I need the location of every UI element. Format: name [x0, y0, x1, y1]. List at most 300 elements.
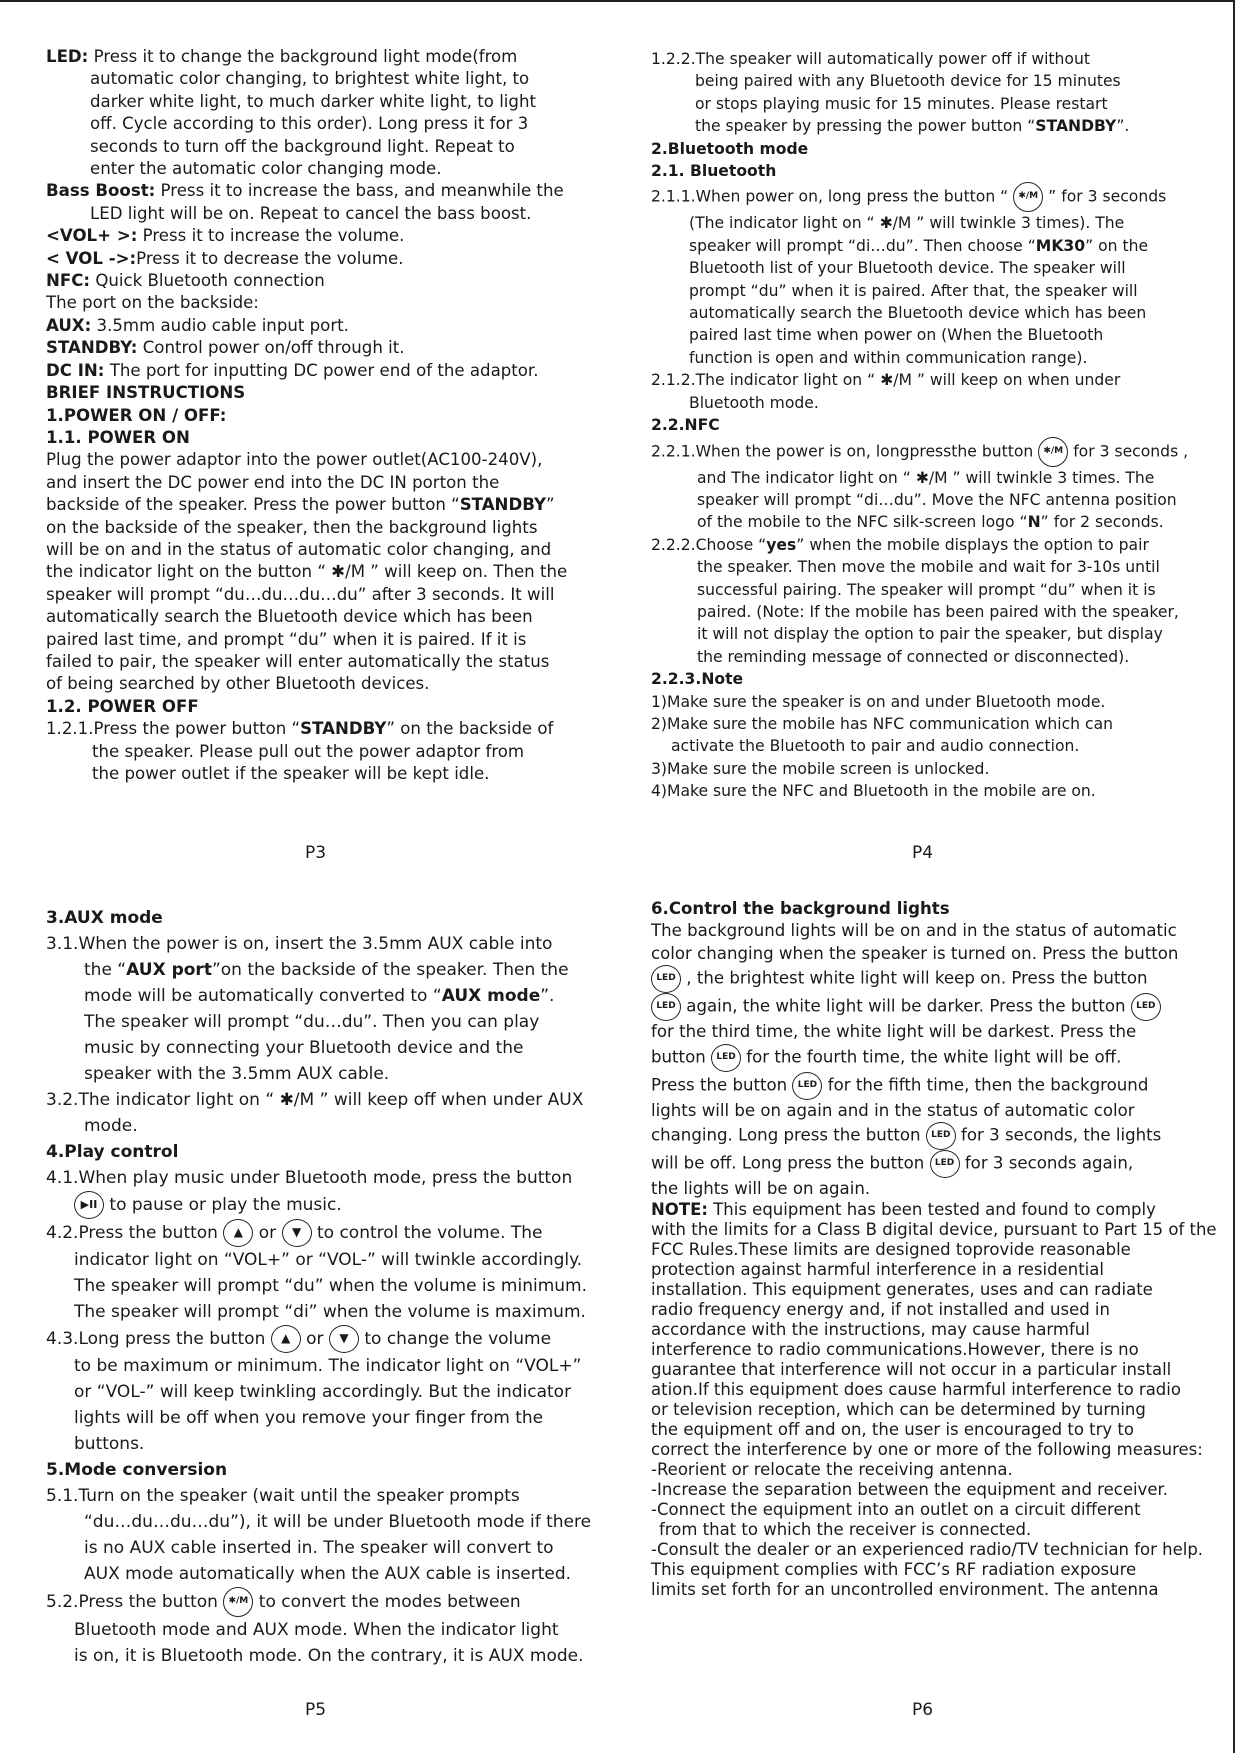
text-run: paired last time when power on (When the Bluetooth: [689, 326, 1104, 345]
text-run: LED light will be on. Repeat to cancel the bass boost.: [90, 203, 532, 223]
text-run: FCC Rules.These limits are designed toprovide reasonable: [651, 1240, 1131, 1260]
bold-text: Bass Boost:: [46, 181, 156, 201]
bold-text: 4.Play control: [46, 1142, 179, 1162]
p3-line: [46, 629, 594, 651]
p6-line: [651, 1122, 1211, 1150]
bold-text: NOTE:: [651, 1200, 708, 1220]
text-run: 3.5mm audio cable input port.: [91, 315, 349, 335]
bold-text: 5.Mode conversion: [46, 1460, 228, 1480]
text-run: 3.2.The indicator light on “ ✱/M ” will keep off when under AUX: [46, 1090, 584, 1110]
text-run: speaker with the 3.5mm AUX cable.: [84, 1064, 390, 1084]
text-run: This equipment has been tested and found to comply: [707, 1200, 1156, 1220]
text-run: automatic color changing, to brightest white light, to: [90, 69, 530, 89]
bold-text: 3.AUX mode: [46, 908, 163, 928]
text-run: -Connect the equipment into an outlet on a circuit different: [651, 1500, 1141, 1520]
text-run: ” on the backside of: [386, 719, 554, 739]
p3-line: [46, 651, 594, 673]
text-run: the speaker. Please pull out the power adaptor from: [92, 741, 525, 761]
text-run: 2.1.1.When power on, long press the button “: [651, 187, 1014, 206]
p5-line: [46, 931, 594, 957]
text-run: lights will be on again and in the status of automatic color: [651, 1100, 1135, 1120]
p6-line: [651, 965, 1211, 993]
text-run: 4)Make sure the NFC and Bluetooth in the mobile are on.: [651, 782, 1096, 801]
p4-line: [651, 369, 1211, 391]
p6-line: [651, 1150, 1211, 1178]
p4-line: [651, 324, 1211, 346]
p5-line: [46, 1035, 594, 1061]
text-run: to control the volume. The: [311, 1223, 543, 1243]
p6-note-line: [651, 1560, 1211, 1580]
p4-line: [651, 534, 1211, 556]
p5-line: [46, 1139, 594, 1165]
text-run: automatically search the Bluetooth device which has been: [46, 607, 533, 627]
text-run: buttons.: [74, 1434, 145, 1454]
p3-line: [46, 673, 594, 695]
text-run: mode will be automatically converted to “: [84, 986, 442, 1006]
p3-line: [46, 113, 594, 135]
p3-line: [46, 472, 594, 494]
text-run: protection against harmful interference in a residential: [651, 1260, 1104, 1280]
text-run: This equipment complies with FCC’s RF radiation exposure: [651, 1560, 1137, 1580]
text-run: (The indicator light on “ ✱/M ” will twinkle 3 times). The: [689, 214, 1125, 233]
bold-text: 2.2.3.Note: [651, 670, 744, 689]
text-run: installation. This equipment generates, uses and can radiate: [651, 1280, 1153, 1300]
text-run: the equipment off and on, the user is encouraged to try to: [651, 1420, 1134, 1440]
text-run: 5.2.Press the button: [46, 1592, 224, 1612]
text-run: backside of the speaker. Press the power button “: [46, 495, 460, 515]
p4-line: [651, 623, 1211, 645]
p5-line: [46, 1617, 594, 1643]
text-run: 2)Make sure the mobile has NFC communication which can: [651, 714, 1114, 733]
p6-line: [651, 1021, 1211, 1043]
volume-up-icon: ▲: [271, 1325, 301, 1353]
text-run: mode.: [84, 1116, 138, 1136]
text-run: the reminding message of connected or disconnected).: [697, 647, 1130, 666]
text-run: to pause or play the music.: [104, 1195, 342, 1215]
bold-text: AUX mode: [441, 986, 541, 1006]
text-run: to convert the modes between: [253, 1592, 521, 1612]
p4-line: [651, 511, 1211, 533]
bold-text: <VOL+ >:: [46, 226, 138, 246]
text-run: for the fourth time, the white light will be off.: [741, 1047, 1122, 1067]
p4-line: [651, 48, 1211, 70]
text-run: 4.2.Press the button: [46, 1223, 224, 1243]
led-button-icon: LED: [792, 1072, 822, 1100]
p4-line: [651, 392, 1211, 414]
text-run: The speaker will prompt “du…du”. Then you can play: [84, 1012, 540, 1032]
text-run: to change the volume: [358, 1329, 552, 1349]
p6-note-line: [651, 1480, 1211, 1500]
p5-line: [46, 1587, 594, 1617]
p4-line: [651, 780, 1211, 802]
text-run: 5.1.Turn on the speaker (wait until the speaker prompts: [46, 1486, 520, 1506]
p4-line: [651, 414, 1211, 436]
text-run: again, the white light will be darker. Press the button: [681, 996, 1131, 1016]
text-run: and The indicator light on “ ✱/M ” will twinkle 3 times. The: [697, 468, 1155, 487]
bold-text: STANDBY: [459, 495, 546, 515]
bold-text: STANDBY:: [46, 338, 138, 358]
text-run: The port for inputting DC power end of the adaptor.: [104, 360, 539, 380]
p6-note-line: [651, 1300, 1211, 1320]
p6-note-line: [651, 1500, 1211, 1520]
p6-line: [651, 1044, 1211, 1072]
p6-note-line: [651, 1580, 1211, 1600]
p5-line: [46, 1219, 594, 1247]
bold-text: 2.1. Bluetooth: [651, 162, 777, 181]
p6-note-line: [651, 1340, 1211, 1360]
p4-line: [651, 235, 1211, 257]
p4-line: [651, 646, 1211, 668]
text-run: the lights will be on again.: [651, 1179, 871, 1199]
text-run: of being searched by other Bluetooth devices.: [46, 674, 430, 694]
p4-line: [651, 93, 1211, 115]
p6-note-line: [651, 1240, 1211, 1260]
text-run: or: [300, 1329, 329, 1349]
text-run: The background lights will be on and in the status of automatic: [651, 921, 1177, 941]
text-run: interference to radio communications.However, there is no: [651, 1340, 1139, 1360]
bluetooth-mode-button-icon: ✱/M: [1038, 437, 1068, 467]
bold-text: 1.2. POWER OFF: [46, 696, 199, 716]
p3-line: [46, 449, 594, 471]
p4-line: [651, 437, 1211, 467]
page-p6: [651, 898, 1217, 1600]
p3-line: [46, 382, 594, 404]
p4-line: [651, 257, 1211, 279]
play-pause-icon: ▶II: [74, 1191, 104, 1219]
p6-line: [651, 1072, 1211, 1100]
bold-text: AUX:: [46, 315, 92, 335]
p3-line: [46, 763, 594, 785]
p6-note-line: [651, 1360, 1211, 1380]
bold-text: yes: [766, 535, 797, 554]
p5-line: [46, 905, 594, 931]
p3-line: [46, 68, 594, 90]
p4-line: [651, 212, 1211, 234]
text-run: is no AUX cable inserted in. The speaker will convert to: [84, 1538, 554, 1558]
text-run: or television reception, which can be determined by turning: [651, 1400, 1146, 1420]
text-run: ” on the: [1085, 236, 1149, 255]
text-run: on the backside of the speaker, then the background lights: [46, 517, 538, 537]
p4-line: [651, 115, 1211, 137]
text-run: the power outlet if the speaker will be kept idle.: [92, 764, 490, 783]
text-run: The port on the backside:: [46, 293, 259, 313]
text-run: -Reorient or relocate the receiving antenna.: [651, 1460, 1013, 1480]
p4-line: [651, 735, 1211, 757]
text-run: Press it to change the background light mode(from: [88, 47, 518, 66]
bluetooth-mode-button-icon: ✱/M: [223, 1587, 253, 1617]
p6-note-line: [651, 1440, 1211, 1460]
text-run: Press it to increase the volume.: [137, 226, 405, 246]
page-number-p3: P3: [305, 843, 327, 863]
text-run: activate the Bluetooth to pair and audio connection.: [671, 737, 1080, 756]
p4-line: [651, 691, 1211, 713]
p6-line: [651, 993, 1211, 1021]
p3-line: [46, 561, 594, 583]
p6-line: [651, 1100, 1211, 1122]
p3-line: [46, 225, 594, 247]
text-run: the “: [84, 960, 127, 980]
text-run: for 3 seconds ,: [1068, 442, 1189, 460]
text-run: 2.2.2.Choose “: [651, 535, 767, 554]
text-run: 1.2.2.The speaker will automatically power off if without: [651, 50, 1090, 68]
p3-line: [46, 718, 594, 740]
text-run: speaker will prompt “di…du”. Then choose “: [689, 236, 1036, 255]
text-run: enter the automatic color changing mode.: [90, 159, 442, 179]
p5-line: [46, 1009, 594, 1035]
p4-line: [651, 668, 1211, 690]
p3-line: [46, 517, 594, 539]
text-run: speaker will prompt “di…du”. Move the NFC antenna position: [697, 490, 1177, 509]
bold-text: NFC:: [46, 271, 91, 291]
volume-down-icon: ▼: [329, 1325, 359, 1353]
text-run: Bluetooth list of your Bluetooth device. The speaker will: [689, 259, 1126, 278]
text-run: darker white light, to much darker white light, to light: [90, 91, 536, 111]
p3-line: [46, 136, 594, 158]
text-run: seconds to turn off the background light. Repeat to: [90, 136, 515, 156]
p3-line: [46, 494, 594, 516]
text-run: 3)Make sure the mobile screen is unlocked.: [651, 759, 990, 778]
section-heading: 6.Control the background lights: [651, 899, 950, 918]
text-run: 3.1.When the power is on, insert the 3.5mm AUX cable into: [46, 934, 553, 954]
p4-line: [651, 302, 1211, 324]
text-run: will be off. Long press the button: [651, 1153, 930, 1173]
bold-text: < VOL ->:: [46, 248, 137, 268]
bold-text: DC IN:: [46, 360, 105, 380]
text-run: Bluetooth mode.: [689, 393, 819, 412]
text-run: failed to pair, the speaker will enter automatically the status: [46, 651, 550, 671]
text-run: for the third time, the white light will be darkest. Press the: [651, 1022, 1137, 1042]
p4-line: [651, 138, 1211, 160]
p3-line: [46, 360, 594, 382]
led-button-icon: LED: [711, 1044, 741, 1072]
p5-line: [46, 1535, 594, 1561]
p5-line: [46, 1457, 594, 1483]
p4-line: [651, 160, 1211, 182]
p6-note-line: [651, 1460, 1211, 1480]
p6-note-line: [651, 1280, 1211, 1300]
text-run: accordance with the instructions, may cause harmful: [651, 1320, 1090, 1340]
text-run: function is open and within communication range).: [689, 348, 1088, 367]
p6-note-line: [651, 1200, 1211, 1220]
text-run: paired. (Note: If the mobile has been paired with the speaker,: [697, 602, 1179, 621]
text-run: ation.If this equipment does cause harmful interference to radio: [651, 1380, 1181, 1400]
bold-text: BRIEF INSTRUCTIONS: [46, 383, 246, 403]
p6-note-line: [651, 1400, 1211, 1420]
text-run: The speaker will prompt “du” when the volume is minimum.: [74, 1276, 587, 1296]
p4-line: [651, 467, 1211, 489]
text-run: -Increase the separation between the equipment and receiver.: [651, 1480, 1168, 1500]
bold-text: 1.POWER ON / OFF:: [46, 405, 227, 425]
p4-line: [651, 489, 1211, 511]
p5-line: [46, 1431, 594, 1457]
p6-note-line: [651, 1520, 1211, 1540]
p6-note-line: [651, 1220, 1217, 1240]
text-run: radio frequency energy and, if not installed and used in: [651, 1300, 1110, 1320]
page-p4: [651, 48, 1211, 803]
p5-line: [46, 1113, 594, 1139]
p6-line: [651, 920, 1211, 942]
led-button-icon: LED: [651, 965, 681, 993]
bluetooth-mode-button-icon: ✱/M: [1013, 182, 1043, 212]
text-run: Press it to decrease the volume.: [136, 248, 404, 268]
p6-note-line: [651, 1320, 1211, 1340]
text-run: limits set forth for an uncontrolled environment. The antenna: [651, 1580, 1159, 1600]
text-run: button: [651, 1047, 712, 1067]
text-run: to be maximum or minimum. The indicator light on “VOL+”: [74, 1356, 582, 1376]
bold-text: STANDBY: [1035, 117, 1117, 136]
p5-line: [46, 1273, 594, 1299]
p3-line: [46, 180, 594, 202]
text-run: Press the button: [651, 1075, 793, 1095]
p5-line: [46, 983, 594, 1009]
page-number-p5: P5: [305, 1700, 327, 1720]
text-run: prompt “du” when it is paired. After that, the speaker will: [689, 281, 1138, 300]
p3-line: [46, 696, 594, 718]
page-number-p4: P4: [912, 843, 934, 863]
text-run: and insert the DC power end into the DC IN porton the: [46, 472, 500, 492]
page-number-p6: P6: [912, 1700, 934, 1720]
text-run: color changing when the speaker is turned on. Press the button: [651, 943, 1179, 963]
text-run: changing. Long press the button: [651, 1125, 926, 1145]
bold-text: LED:: [46, 47, 89, 66]
text-run: 4.3.Long press the button: [46, 1329, 271, 1349]
text-run: for 3 seconds, the lights: [955, 1125, 1162, 1145]
text-run: lights will be off when you remove your finger from the: [74, 1408, 544, 1428]
bold-text: MK30: [1035, 236, 1086, 255]
text-run: Control power on/off through it.: [137, 338, 405, 358]
bold-text: 2.2.NFC: [651, 416, 720, 435]
p5-line: [46, 1325, 594, 1353]
p4-line: [651, 579, 1211, 601]
text-run: indicator light on “VOL+” or “VOL-” will twinkle accordingly.: [74, 1250, 583, 1270]
bold-text: AUX port: [126, 960, 212, 980]
led-button-icon: LED: [651, 993, 681, 1021]
text-run: 1)Make sure the speaker is on and under Bluetooth mode.: [651, 692, 1106, 711]
p3-line: [46, 292, 594, 314]
text-run: correct the interference by one or more of the following measures:: [651, 1440, 1203, 1460]
led-button-icon: LED: [926, 1122, 956, 1150]
text-run: guarantee that interference will not occur in a particular install: [651, 1360, 1172, 1380]
text-run: with the limits for a Class B digital device, pursuant to Part 15 of the: [651, 1220, 1217, 1240]
p3-line: [46, 405, 594, 427]
p4-line: [651, 713, 1211, 735]
text-run: AUX mode automatically when the AUX cable is inserted.: [84, 1564, 572, 1584]
text-run: ”.: [540, 986, 555, 1006]
page-p3: [46, 46, 594, 785]
p4-line: [651, 70, 1211, 92]
text-run: automatically search the Bluetooth device which has been: [689, 304, 1147, 323]
volume-up-icon: ▲: [223, 1219, 253, 1247]
page-border-top: [0, 0, 1235, 2]
p3-line: [46, 606, 594, 628]
p6-line: [651, 1178, 1211, 1200]
p6-line: [651, 943, 1211, 965]
p5-line: [46, 1509, 594, 1535]
text-run: ” when the mobile displays the option to pair: [796, 535, 1149, 554]
text-run: “du…du…du…du”), it will be under Bluetooth mode if there: [84, 1512, 592, 1532]
text-run: Plug the power adaptor into the power outlet(AC100-240V),: [46, 450, 543, 470]
text-run: it will not display the option to pair the speaker, but display: [697, 625, 1163, 644]
p4-line: [651, 347, 1211, 369]
text-run: or: [253, 1223, 282, 1243]
p3-line: [46, 270, 594, 292]
text-run: music by connecting your Bluetooth device and the: [84, 1038, 524, 1058]
text-run: -Consult the dealer or an experienced radio/TV technician for help.: [651, 1540, 1204, 1560]
p3-line: [46, 584, 594, 606]
p5-line: [46, 1247, 594, 1273]
text-run: or “VOL-” will keep twinkling accordingly. But the indicator: [74, 1382, 572, 1402]
text-run: off. Cycle according to this order). Long press it for 3: [90, 114, 529, 134]
text-run: successful pairing. The speaker will prompt “du” when it is: [697, 580, 1156, 599]
text-run: ”on the backside of the speaker. Then the: [211, 960, 569, 980]
p4-line: [651, 280, 1211, 302]
text-run: or stops playing music for 15 minutes. Please restart: [695, 94, 1108, 113]
page-p5: [46, 905, 594, 1669]
p3-line: [46, 46, 594, 68]
p5-line: [46, 1087, 594, 1113]
text-run: the speaker. Then move the mobile and wait for 3-10s until: [697, 558, 1160, 577]
p3-line: [46, 427, 594, 449]
text-run: 2.2.1.When the power is on, longpressthe button: [651, 442, 1039, 460]
led-button-icon: LED: [1131, 993, 1161, 1021]
text-run: will be on and in the status of automatic color changing, and: [46, 539, 552, 559]
text-run: ” for 2 seconds.: [1040, 513, 1164, 532]
p5-line: [46, 1165, 594, 1191]
p3-line: [46, 203, 594, 225]
text-run: 2.1.2.The indicator light on “ ✱/M ” will keep on when under: [651, 371, 1121, 390]
p5-line: [46, 1353, 594, 1379]
p3-line: [46, 741, 594, 763]
p6-note-line: [651, 1540, 1211, 1560]
p4-line: [651, 182, 1211, 212]
text-run: for the fifth time, then the background: [822, 1075, 1149, 1095]
text-run: the speaker by pressing the power button “: [695, 117, 1036, 136]
p5-line: [46, 1483, 594, 1509]
p5-line: [46, 1405, 594, 1431]
p5-line: [46, 1191, 594, 1219]
volume-down-icon: ▼: [282, 1219, 312, 1247]
p6-note-line: [651, 1420, 1211, 1440]
p4-line: [651, 758, 1211, 780]
bold-text: 2.Bluetooth mode: [651, 139, 809, 158]
text-run: , the brightest white light will keep on. Press the button: [681, 968, 1148, 988]
text-run: ”.: [1116, 117, 1130, 136]
text-run: Press it to increase the bass, and meanwhile the: [155, 181, 564, 201]
p5-line: [46, 1061, 594, 1087]
p3-line: [46, 539, 594, 561]
text-run: is on, it is Bluetooth mode. On the contrary, it is AUX mode.: [74, 1646, 584, 1666]
text-run: Bluetooth mode and AUX mode. When the indicator light: [74, 1620, 559, 1640]
p3-line: [46, 158, 594, 180]
p4-line: [651, 556, 1211, 578]
text-run: The speaker will prompt “di” when the volume is maximum.: [74, 1302, 586, 1322]
p5-line: [46, 1299, 594, 1325]
text-run: speaker will prompt “du…du…du…du” after 3 seconds. It will: [46, 584, 555, 604]
p6-note-line: [651, 1260, 1211, 1280]
text-run: paired last time, and prompt “du” when it is paired. If it is: [46, 629, 527, 649]
p5-line: [46, 1561, 594, 1587]
p6-note-line: [651, 1380, 1211, 1400]
text-run: Quick Bluetooth connection: [90, 271, 325, 291]
p5-line: [46, 1379, 594, 1405]
bold-text: 1.1. POWER ON: [46, 427, 190, 447]
text-run: ” for 3 seconds: [1043, 187, 1167, 206]
text-run: from that to which the receiver is connected.: [659, 1520, 1032, 1540]
text-run: for 3 seconds again,: [959, 1153, 1134, 1173]
text-run: 1.2.1.Press the power button “: [46, 719, 301, 739]
p5-line: [46, 1643, 594, 1669]
p5-line: [46, 957, 594, 983]
